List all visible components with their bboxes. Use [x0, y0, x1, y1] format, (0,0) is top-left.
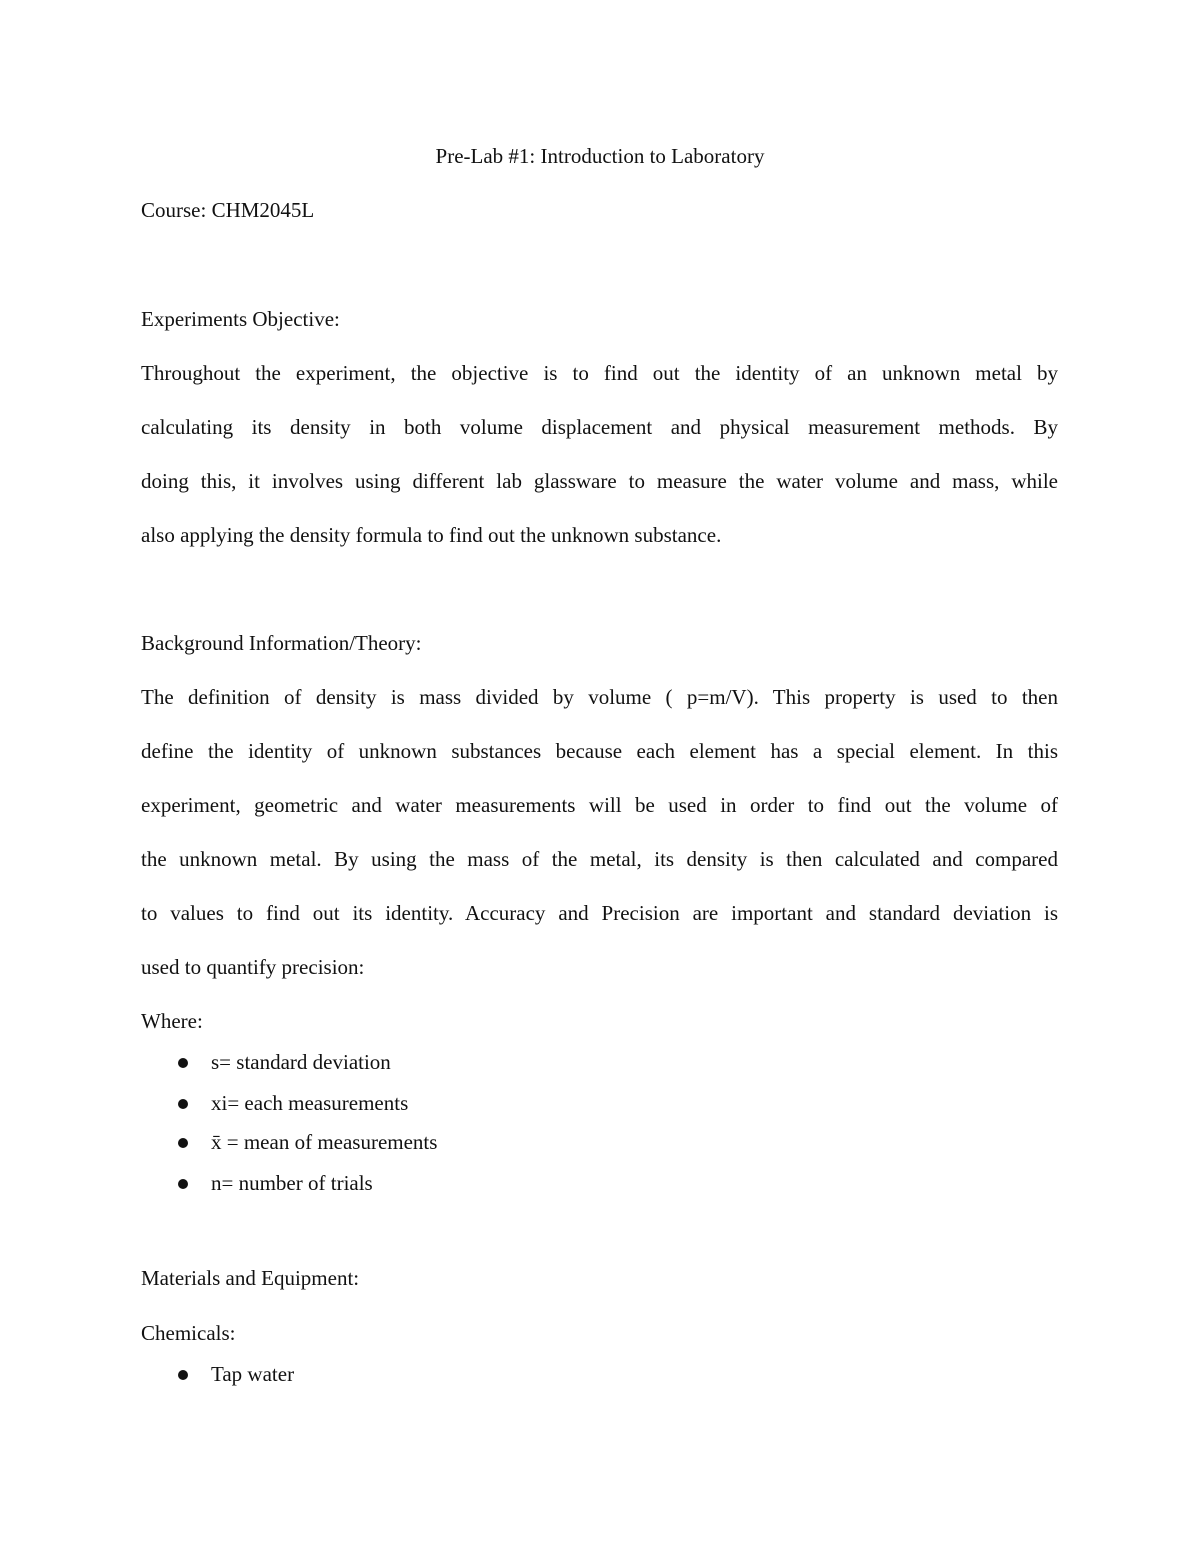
objective-line-4: also applying the density formula to find out the unknown substance. [141, 523, 722, 547]
course-line: Course: CHM2045L [141, 198, 315, 222]
bullet-icon [178, 1099, 188, 1109]
background-line-4: the unknown metal. By using the mass of the metal, its density is then calculated and compared [141, 847, 1058, 871]
bullet-icon [178, 1058, 188, 1068]
background-line-3: experiment, geometric and water measurements will be used in order to find out the volume of [141, 793, 1058, 817]
list-item-text: xi= each measurements [211, 1091, 409, 1115]
chemicals-label: Chemicals: [141, 1321, 236, 1345]
bullet-icon [178, 1370, 188, 1380]
objective-line-3: doing this, it involves using different lab glassware to measure the water volume and mass, while [141, 469, 1058, 493]
objective-line-2: calculating its density in both volume displacement and physical measurement methods. By [141, 415, 1058, 439]
objective-line-1: Throughout the experiment, the objective is to find out the identity of an unknown metal by [141, 361, 1058, 385]
list-item-text: Tap water [211, 1362, 295, 1386]
background-heading: Background Information/Theory: [141, 631, 422, 655]
objective-heading: Experiments Objective: [141, 307, 340, 331]
background-line-1: The definition of density is mass divided by volume ( p=m/V). This property is used to then [141, 685, 1058, 709]
where-label: Where: [141, 1009, 203, 1033]
list-item-text: x̄ = mean of measurements [211, 1130, 438, 1154]
background-line-2: define the identity of unknown substances because each element has a special element. In this [141, 739, 1058, 763]
list-item-text: s= standard deviation [211, 1050, 391, 1074]
background-line-5: to values to find out its identity. Accuracy and Precision are important and standard deviation is [141, 901, 1058, 925]
materials-heading: Materials and Equipment: [141, 1266, 360, 1290]
bullet-icon [178, 1179, 188, 1189]
bullet-icon [178, 1138, 188, 1148]
background-line-6: used to quantify precision: [141, 955, 365, 979]
page-title: Pre-Lab #1: Introduction to Laboratory [435, 144, 765, 168]
list-item-text: n= number of trials [211, 1171, 373, 1195]
